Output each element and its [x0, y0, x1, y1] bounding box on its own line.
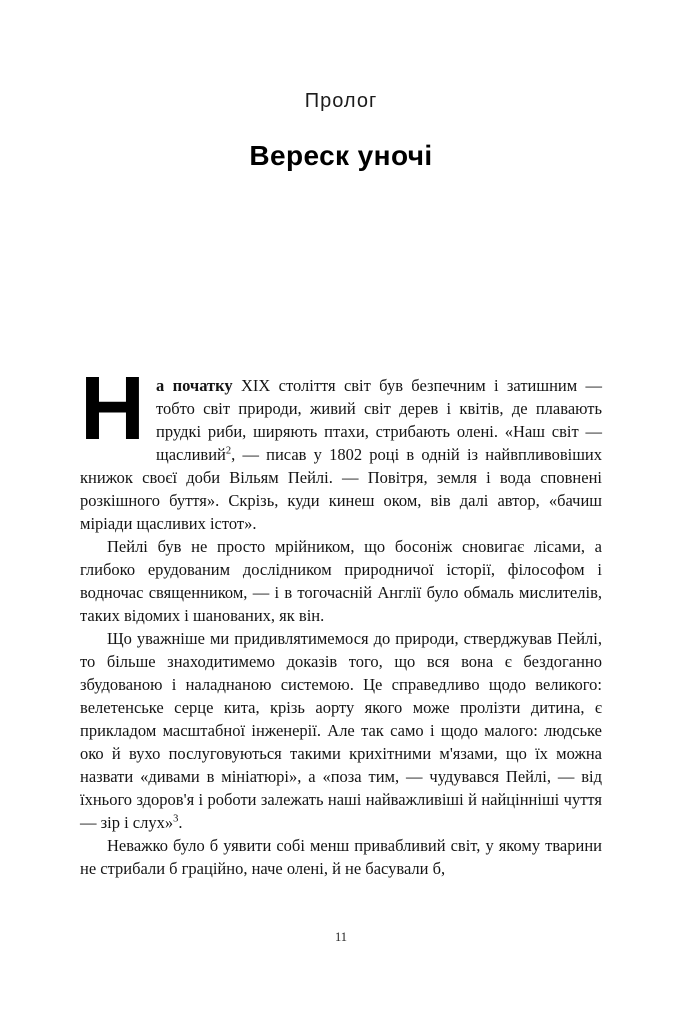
text-run: . — [178, 813, 183, 832]
body-text — [80, 359, 602, 880]
paragraph — [80, 627, 602, 834]
paragraph: Пейлі був не просто мрійником, що босоніж сновигає лісами, а глибоко ерудованим дослідником природничої історії, філософом і водночас священником, — і в тогочасній Англії було обмаль мислителів, таких відомих і шанованих, як він. — [80, 537, 602, 625]
footnote-ref: 3 — [173, 813, 179, 825]
chapter-title: Вереск уночі — [249, 140, 433, 171]
text-run: Що уважніше ми придивлятимемося до природи, стверджував Пейлі, то більше знаходитимемо доказів того, що вся вона є бездоганно збудованою і наладнаною системою. Це справедливо щодо великого: велетенське серце кита, крізь аорту якого може пролізти дитина, є прикладом масштабної інженерії. Але так само і щодо малого: людське око й вухо послуговуються такими крихітними м'язами, що їх можна назвати «дивами в мініатюрі», а «поза тим, — чудувався Пейлі, — від їхнього здоров'я і роботи залежать наші найважливіші й найцінніші чуття — зір і слух» — [80, 629, 602, 832]
chapter-label: Пролог — [304, 90, 378, 112]
paragraph-first — [80, 359, 602, 535]
text-run: XIX століття світ був безпечним і затишним — тобто світ природи, живий світ дерев і квітів, де плавають прудкі риби, ширяють птахи, стрибають олені. «Наш світ — щасливий — [156, 376, 602, 464]
dropcap: Н — [80, 359, 145, 459]
lead-bold-text: а початку — [156, 376, 233, 395]
footnote-ref: 2 — [225, 445, 232, 457]
text-run: , — писав у 1802 році в одній із найвпливовіших книжок своєї доби Вільям Пейлі. — Повітря, земля і вода сповнені розкішного буття». Скрізь, куди кинеш оком, вів далі автор, «бачиш міріади щасливих істот». — [80, 445, 602, 533]
page-number: 11 — [334, 930, 348, 944]
paragraph: Неважко було б уявити собі менш привабливий світ, у якому тварини не стрибали б граційно, наче олені, й не басували б, — [80, 836, 602, 878]
